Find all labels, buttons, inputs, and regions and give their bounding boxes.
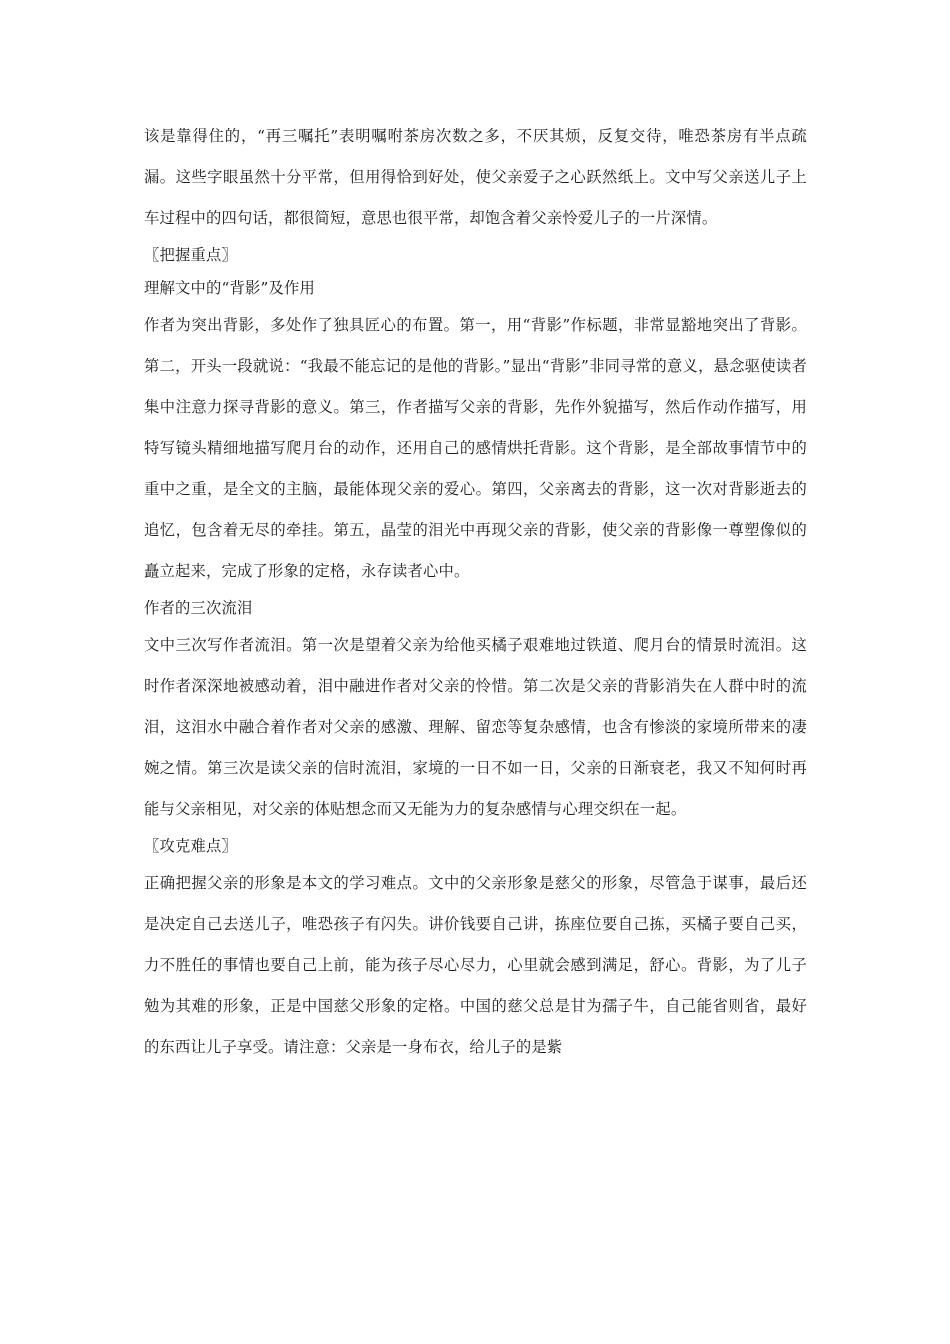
subheading-three-tears: 作者的三次流泪 — [144, 599, 253, 617]
section-heading-key-points: 〖把握重点〗 — [144, 246, 237, 264]
paragraph-father-image: 正确把握父亲的形象是本文的学习难点。文中的父亲形象是慈父的形象，尽管急于谋事，最后还是决定自己去送儿子，唯恐孩子有闪失。讲价钱要自己讲，拣座位要自己拣，买橘子要自己买，力不胜任的事情也要自己上前，能为孩子尽心尽力，心里就会感到满足，舒心。背影，为了儿子勉为其难的形象，正是中国慈父形象的定格。中国的慈父总是甘为孺子牛，自己能省则省，最好的东西让儿子享受。请注意：父亲是一身布衣，给儿子的是紫 — [144, 874, 807, 1056]
paragraph-back-view: 作者为突出背影，多处作了独具匠心的布置。第一，用“背影”作标题，非常显豁地突出了背影。第二，开头一段就说：“我最不能忘记的是他的背影。”显出“背影”非同寻常的意义，悬念驱使读者集中注意力探寻背影的意义。第三，作者描写父亲的背影，先作外貌描写，然后作动作描写，用特写镜头精细地描写爬月台的动作，还用自己的感情烘托背影。这个背影，是全部故事情节中的重中之重，是全文的主脑，最能体现父亲的爱心。第四，父亲离去的背影，这一次对背影逝去的追忆，包含着无尽的牵挂。第五，晶莹的泪光中再现父亲的背影，使父亲的背影像一尊塑像似的矗立起来，完成了形象的定格，永存读者心中。 — [144, 316, 807, 580]
document-body — [144, 116, 807, 1068]
section-heading-difficulties: 〖攻克难点〗 — [144, 837, 237, 855]
paragraph-description-language: 该是靠得住的，“再三嘱托”表明嘱咐茶房次数之多，不厌其烦，反复交待，唯恐茶房有半点疏漏。这些字眼虽然十分平常，但用得恰到好处，使父亲爱子之心跃然纸上。文中写父亲送儿子上车过程中的四句话，都很简短，意思也很平常，却饱含着父亲怜爱儿子的一片深情。 — [144, 127, 807, 227]
paragraph-three-tears: 文中三次写作者流泪。第一次是望着父亲为给他买橘子艰难地过铁道、爬月台的情景时流泪。这时作者深深地被感动着，泪中融进作者对父亲的怜惜。第二次是父亲的背影消失在人群中时的流泪，这泪水中融合着作者对父亲的感激、理解、留恋等复杂感情，也含有惨淡的家境所带来的凄婉之情。第三次是读父亲的信时流泪，家境的一日不如一日，父亲的日渐衰老，我又不知何时再能与父亲相见，对父亲的体贴想念而又无能为力的复杂感情与心理交织在一起。 — [144, 636, 807, 818]
subheading-back-view: 理解文中的“背影”及作用 — [144, 279, 316, 297]
